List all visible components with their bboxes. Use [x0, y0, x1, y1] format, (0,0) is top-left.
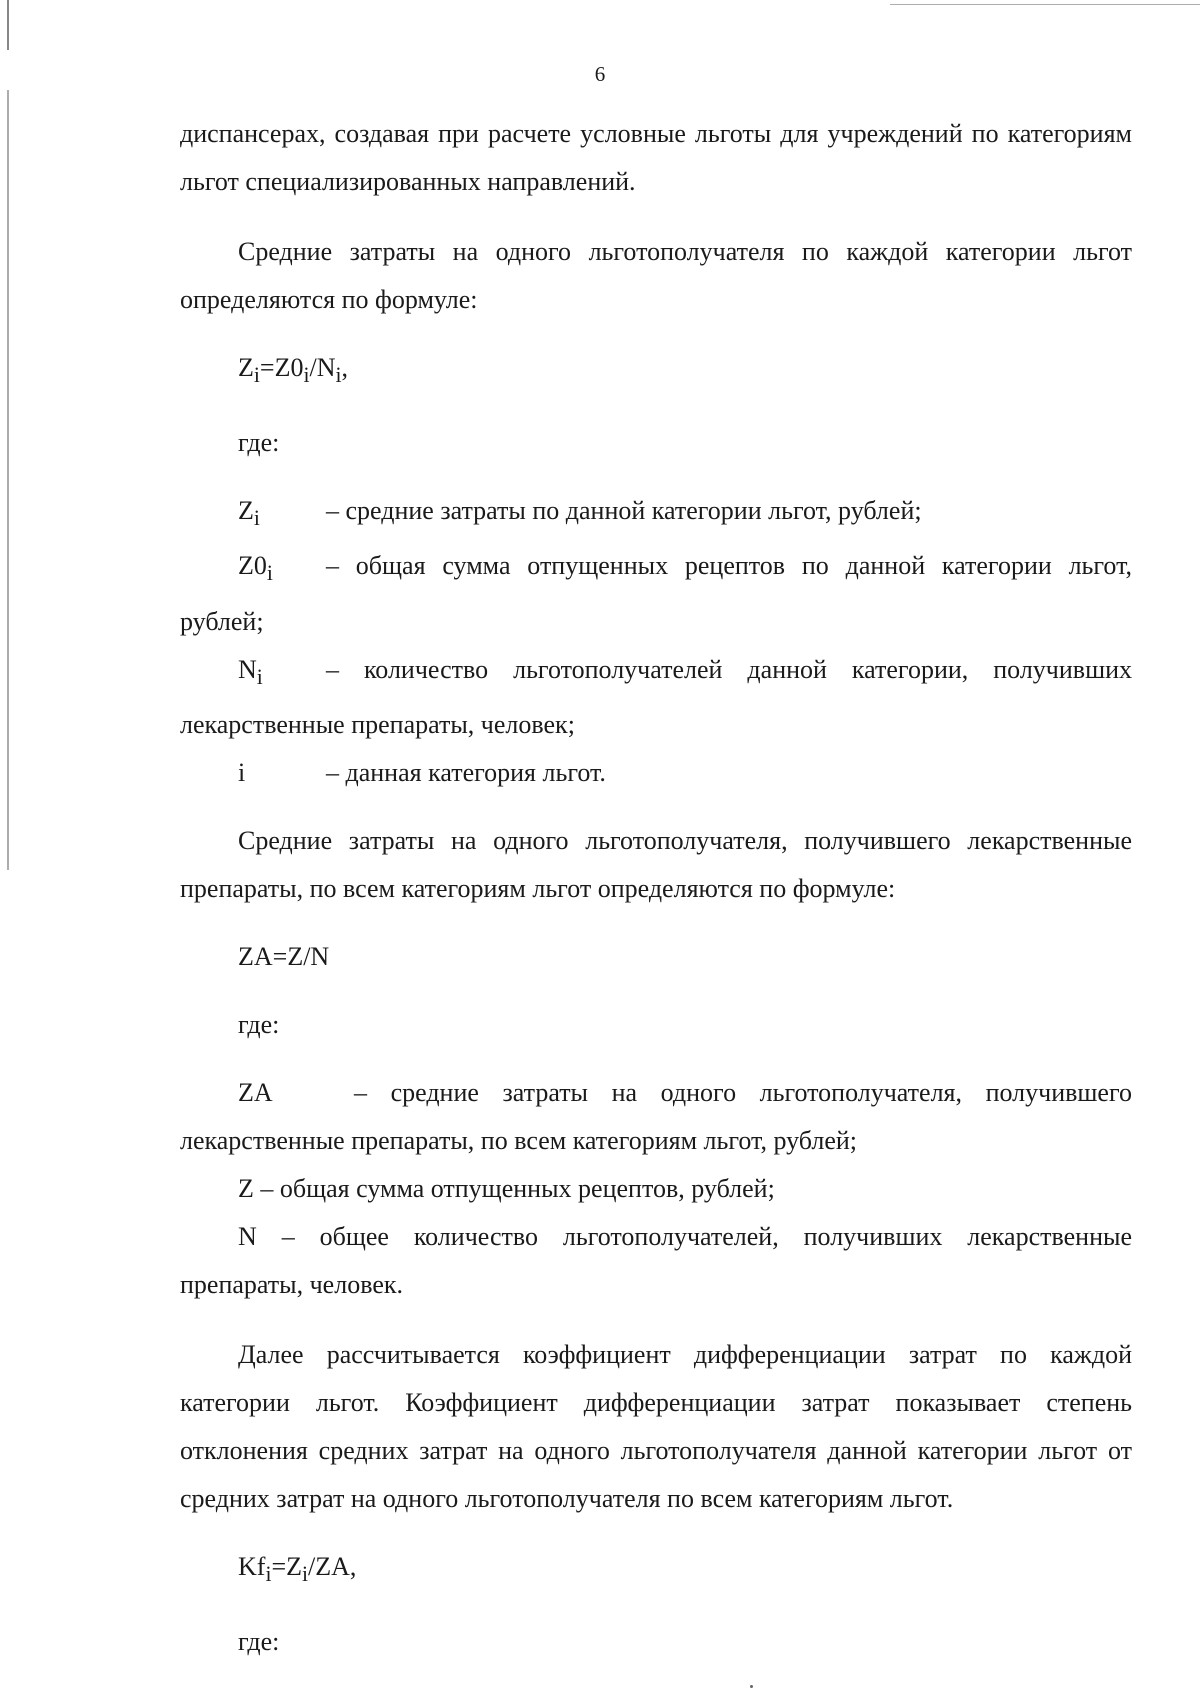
formula-kf-eq: =Z — [271, 1551, 303, 1581]
paragraph-differentiation: Далее рассчитывается коэффициент дифференциации затрат по каждой категории льгот. Коэффициент дифференциации затрат показывает степень отклонения средних затрат на одного льготополучателя данной категории льгот от средних затрат на одного льготополучателя по всем категориям льгот. — [180, 1339, 1132, 1513]
document-body — [180, 110, 1132, 1666]
formula-zi-subscript: i — [303, 363, 310, 388]
definition-i-symbol: i — [238, 757, 246, 787]
where-label: где: — [238, 1009, 280, 1039]
paragraph-average-cost-intro: Средние затраты на одного льготополучателя по каждой категории льгот определяются по формуле: — [180, 237, 1132, 314]
definition-zi-symbol: $Z_i$ — [238, 496, 260, 531]
formula-zi-subscript: i — [335, 363, 342, 388]
definition-ni-text: – количество льготополучателей данной категории, получивших лекарственные препараты, человек; — [180, 654, 1132, 739]
page-number: 6 — [594, 62, 606, 86]
paragraph-continuation: диспансерах, создавая при расчете условные льготы для учреждений по категориям льгот специализированных направлений. — [180, 119, 1132, 196]
formula-zi-symbol: Z — [238, 353, 254, 382]
definition-za-symbol: ZA — [238, 1077, 273, 1107]
definition-z0i-text: – общая сумма отпущенных рецептов по данной категории льгот, рублей; — [180, 551, 1132, 636]
definition-z0i-symbol: $Z0_i$ — [238, 551, 273, 586]
scan-edge-left — [7, 0, 9, 870]
formula-zi-eq: =Z0 — [259, 353, 304, 382]
definition-zi — [180, 487, 1132, 542]
formula-zi-divisor: /N — [309, 353, 336, 382]
definition-za-text: – средние затраты на одного льготополучателя, получившего лекарственные препараты, по всем категориям льгот, рублей; — [180, 1077, 1132, 1155]
formula-kf-rest: /ZA, — [308, 1551, 357, 1581]
formula-kf-subscript: i — [302, 1561, 309, 1586]
definition-z0i — [180, 542, 1132, 645]
definition-n: N – общее количество льготополучателей, получивших лекарственные препараты, человек. — [180, 1221, 1132, 1299]
scan-edge-top — [890, 4, 1200, 5]
definition-zi-text: – средние затраты по данной категории льгот, рублей; — [326, 496, 922, 526]
formula-kf — [180, 1543, 1132, 1598]
definition-z: Z – общая сумма отпущенных рецептов, рублей; — [238, 1173, 775, 1203]
where-label: где: — [238, 428, 280, 458]
scan-dust-mark — [750, 1685, 753, 1688]
formula-zi — [180, 344, 1132, 399]
formula-zi-subscript: i — [253, 363, 260, 388]
definition-ni-symbol: $N_i$ — [238, 654, 263, 689]
definition-ni — [180, 646, 1132, 749]
paragraph-average-cost-all: Средние затраты на одного льготополучателя, получившего лекарственные препараты, по всем категориям льгот определяются по формуле: — [180, 825, 1132, 903]
formula-zi-end: , — [341, 353, 349, 382]
definition-i — [180, 749, 1132, 797]
where-label: где: — [238, 1626, 280, 1656]
definition-i-text: – данная категория льгот. — [326, 757, 606, 787]
formula-kf-symbol: Kf — [238, 1551, 266, 1581]
formula-za: ZA=Z/N — [238, 941, 330, 971]
definition-za — [180, 1069, 1132, 1165]
formula-kf-subscript: i — [265, 1561, 272, 1586]
